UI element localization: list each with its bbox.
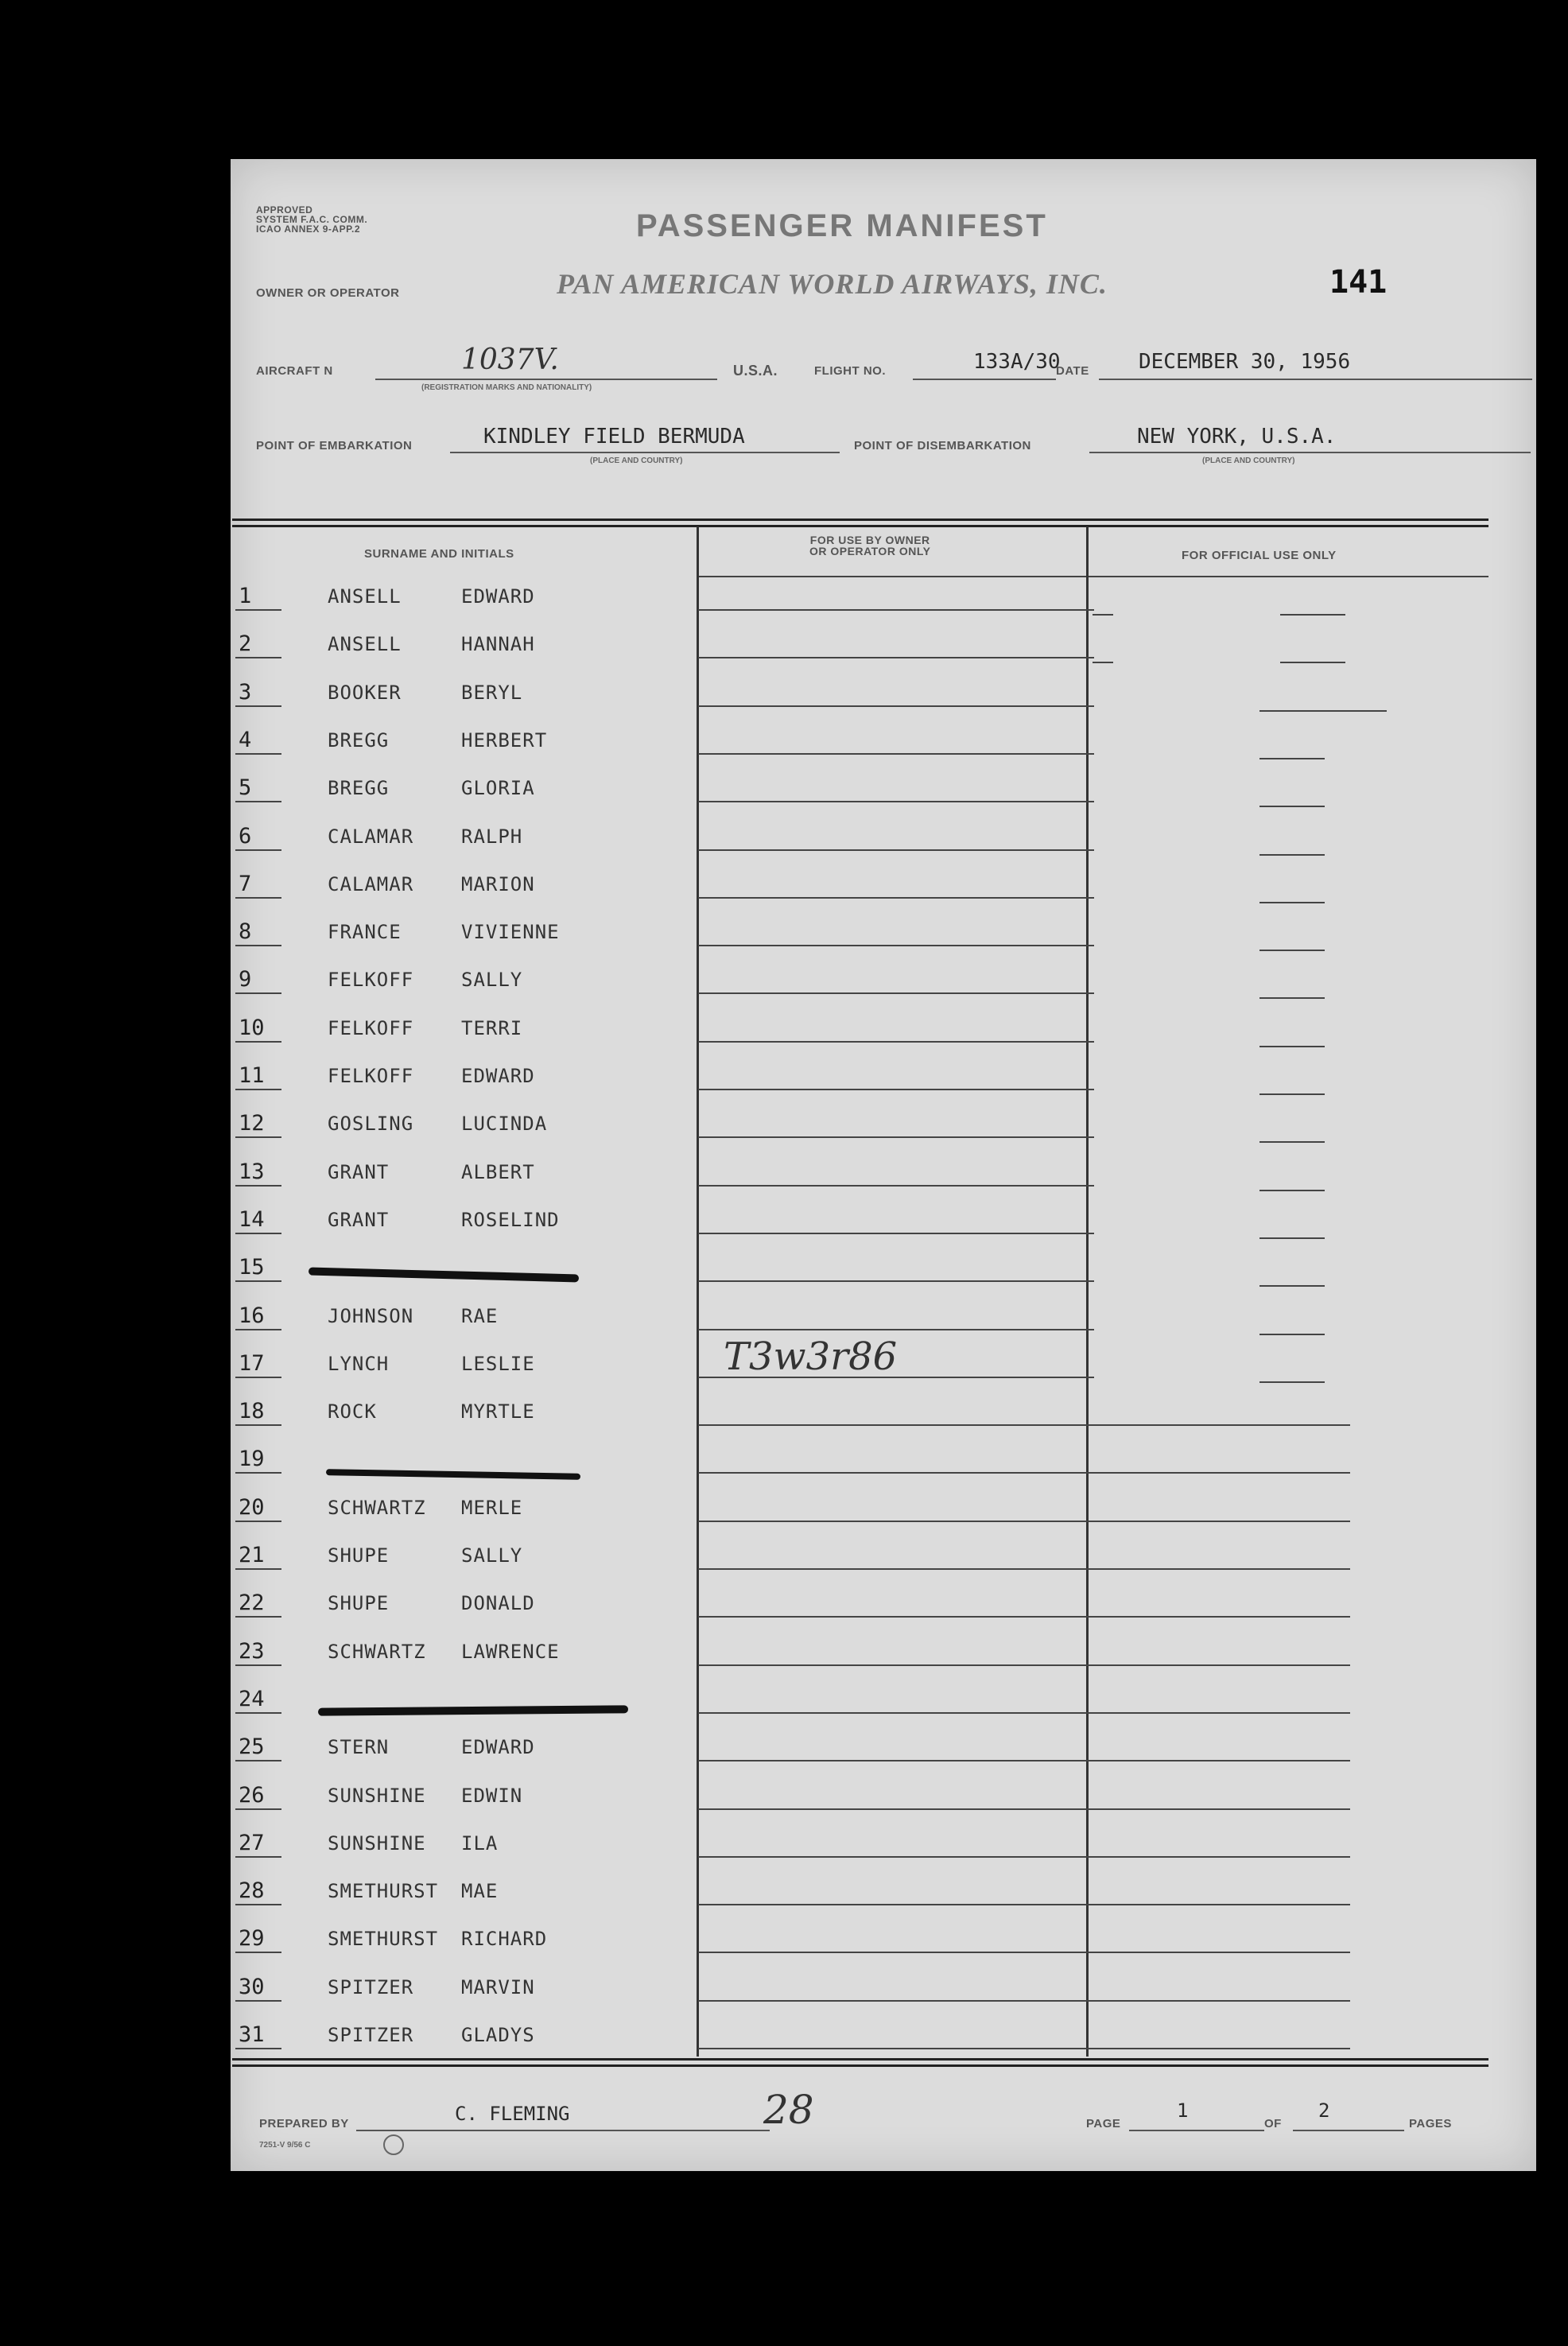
passenger-given-name: EDWARD [461, 585, 535, 608]
official-dash [1259, 1381, 1325, 1383]
passenger-surname: ANSELL [328, 585, 402, 608]
passenger-surname: GRANT [328, 1160, 390, 1183]
passenger-given-name: EDWARD [461, 1065, 535, 1087]
row-number: 5 [239, 775, 252, 801]
passenger-given-name: HANNAH [461, 633, 535, 656]
row-number: 28 [239, 1878, 265, 1904]
row-number: 18 [239, 1399, 265, 1424]
official-dash [1259, 997, 1325, 999]
passenger-surname: SUNSHINE [328, 1831, 426, 1855]
official-dash [1259, 902, 1325, 903]
official-dash [1259, 1334, 1325, 1335]
embarkation-value: KINDLEY FIELD BERMUDA [483, 425, 745, 449]
icao-text: ICAO ANNEX 9-APP.2 [256, 223, 361, 235]
strike-row-19 [326, 1469, 580, 1480]
embarkation-label: POINT OF EMBARKATION [256, 439, 413, 452]
official-dash [1259, 806, 1325, 807]
passenger-surname: SHUPE [328, 1544, 390, 1567]
prepared-value: C. FLEMING [455, 2103, 570, 2125]
passenger-given-name: RAE [461, 1304, 499, 1327]
embarkation-sublabel: (PLACE AND COUNTRY) [590, 456, 683, 465]
airline-name: PAN AMERICAN WORLD AIRWAYS, INC. [557, 268, 1108, 300]
official-dash [1280, 614, 1345, 616]
sheet-number: 141 [1329, 264, 1388, 301]
official-dash [1259, 854, 1325, 856]
row-number: 3 [239, 679, 252, 705]
row-number: 19 [239, 1447, 265, 1472]
handwritten-count: 28 [763, 2087, 814, 2133]
passenger-given-name: LUCINDA [461, 1113, 548, 1136]
passenger-given-name: ALBERT [461, 1160, 535, 1183]
col-owner-header-line1: FOR USE BY OWNER [809, 534, 930, 546]
registration-sublabel: (REGISTRATION MARKS AND NATIONALITY) [421, 383, 592, 392]
passenger-surname: ANSELL [328, 633, 402, 656]
passenger-surname: GOSLING [328, 1113, 414, 1136]
passenger-given-name: HERBERT [461, 728, 548, 752]
passenger-given-name: EDWIN [461, 1784, 523, 1807]
nationality-text: U.S.A. [733, 363, 778, 379]
row-number: 23 [239, 1638, 265, 1664]
passenger-given-name: MARION [461, 872, 535, 895]
date-label: DATE [1056, 364, 1089, 378]
prepared-label: PREPARED BY [259, 2117, 349, 2130]
row-number: 1 [239, 584, 252, 608]
passenger-given-name: ROSELIND [461, 1208, 560, 1231]
official-dash [1259, 950, 1325, 951]
official-dash [1259, 1046, 1325, 1047]
system-text: SYSTEM F.A.C. COMM. [256, 214, 368, 225]
passenger-surname: JOHNSON [328, 1304, 414, 1327]
passenger-given-name: LESLIE [461, 1352, 535, 1375]
passenger-given-name: RICHARD [461, 1928, 548, 1951]
row-number: 4 [239, 727, 252, 752]
row-number: 29 [239, 1926, 265, 1952]
official-dash [1259, 758, 1325, 759]
of-label: OF [1264, 2117, 1282, 2130]
row-number: 8 [239, 919, 252, 945]
row-number: 9 [239, 967, 252, 992]
row-number: 6 [239, 823, 252, 849]
passenger-given-name: LAWRENCE [461, 1640, 560, 1663]
row-number: 22 [239, 1591, 265, 1616]
row-number: 7 [239, 871, 252, 896]
passenger-given-name: BERYL [461, 681, 523, 704]
row-number: 15 [239, 1255, 265, 1280]
passenger-surname: LYNCH [328, 1352, 390, 1375]
passenger-surname: GRANT [328, 1208, 390, 1231]
disembarkation-label: POINT OF DISEMBARKATION [854, 439, 1031, 452]
passenger-given-name: VIVIENNE [461, 921, 560, 944]
passenger-surname: ROCK [328, 1400, 377, 1424]
row-number: 14 [239, 1206, 265, 1232]
row-number: 13 [239, 1159, 265, 1184]
form-code: 7251-V 9/56 C [259, 2141, 311, 2150]
passenger-given-name: SALLY [461, 969, 523, 992]
date-value: DECEMBER 30, 1956 [1139, 350, 1351, 374]
row-number: 21 [239, 1543, 265, 1567]
owner-label: OWNER OR OPERATOR [256, 286, 400, 300]
passenger-surname: SMETHURST [328, 1880, 439, 1903]
passenger-surname: CALAMAR [328, 872, 414, 895]
passenger-given-name: MERLE [461, 1496, 523, 1519]
passenger-surname: CALAMAR [328, 825, 414, 848]
aircraft-value: 1037V. [461, 344, 559, 376]
official-dash [1259, 1190, 1325, 1191]
manifest-sheet [231, 159, 1536, 2171]
official-dash [1259, 1141, 1325, 1143]
official-dash [1259, 710, 1387, 712]
strike-row-15 [309, 1268, 579, 1283]
official-dash [1259, 1237, 1325, 1239]
row-number: 25 [239, 1734, 265, 1760]
passenger-given-name: MYRTLE [461, 1400, 535, 1424]
passenger-surname: SPITZER [328, 2024, 414, 2046]
page-label: PAGE [1086, 2117, 1121, 2130]
passenger-given-name: TERRI [461, 1016, 523, 1039]
row-number: 11 [239, 1063, 265, 1088]
passenger-given-name: MAE [461, 1880, 499, 1903]
pages-label: PAGES [1409, 2117, 1452, 2130]
row-number: 20 [239, 1494, 265, 1520]
strike-row-24 [318, 1705, 628, 1715]
passenger-surname: SPITZER [328, 1975, 414, 1998]
passenger-surname: BREGG [328, 777, 390, 800]
row-number: 2 [239, 631, 252, 657]
row-number: 30 [239, 1974, 265, 1999]
passenger-given-name: DONALD [461, 1592, 535, 1615]
passenger-given-name: RALPH [461, 825, 523, 848]
row-number: 24 [239, 1686, 265, 1711]
col-official-header: FOR OFFICIAL USE ONLY [1182, 549, 1337, 562]
official-dash [1280, 662, 1345, 663]
disembarkation-value: NEW YORK, U.S.A. [1137, 425, 1337, 449]
col-surname-header: SURNAME AND INITIALS [364, 547, 514, 561]
row-number: 16 [239, 1303, 265, 1328]
passenger-surname: SHUPE [328, 1592, 390, 1615]
passenger-surname: BOOKER [328, 681, 402, 704]
passenger-surname: SCHWARTZ [328, 1640, 426, 1663]
passenger-surname: BREGG [328, 728, 390, 752]
passenger-given-name: GLORIA [461, 777, 535, 800]
passenger-surname: SMETHURST [328, 1928, 439, 1951]
official-dash [1259, 1093, 1325, 1095]
row-number: 26 [239, 1782, 265, 1808]
disembarkation-sublabel: (PLACE AND COUNTRY) [1202, 456, 1295, 465]
passenger-given-name: EDWARD [461, 1736, 535, 1759]
passenger-given-name: GLADYS [461, 2024, 535, 2046]
passenger-surname: FRANCE [328, 921, 402, 944]
passenger-surname: SUNSHINE [328, 1784, 426, 1807]
of-value: 2 [1318, 2099, 1330, 2122]
handwritten-note: T3w3r86 [724, 1334, 898, 1379]
passenger-surname: FELKOFF [328, 1065, 414, 1087]
flight-value: 133A/30 [973, 350, 1061, 374]
passenger-surname: FELKOFF [328, 969, 414, 992]
row-number: 10 [239, 1015, 265, 1040]
passenger-given-name: SALLY [461, 1544, 523, 1567]
page-title: PASSENGER MANIFEST [636, 208, 1048, 243]
flight-label: FLIGHT NO. [814, 364, 886, 378]
official-dash [1259, 1285, 1325, 1287]
row-number: 31 [239, 2022, 265, 2047]
passenger-surname: STERN [328, 1736, 390, 1759]
col-owner-header-line2: OR OPERATOR ONLY [809, 545, 931, 557]
passenger-given-name: ILA [461, 1831, 499, 1855]
union-bug-icon [383, 2134, 404, 2155]
approval-stamp [256, 205, 367, 234]
col-owner-header [809, 534, 930, 557]
approved-text: APPROVED [256, 204, 313, 216]
aircraft-label: AIRCRAFT N [256, 364, 333, 378]
page-value: 1 [1177, 2099, 1189, 2122]
row-number: 27 [239, 1830, 265, 1855]
passenger-surname: SCHWARTZ [328, 1496, 426, 1519]
passenger-given-name: MARVIN [461, 1975, 535, 1998]
row-number: 17 [239, 1350, 265, 1376]
passenger-surname: FELKOFF [328, 1016, 414, 1039]
row-number: 12 [239, 1111, 265, 1136]
